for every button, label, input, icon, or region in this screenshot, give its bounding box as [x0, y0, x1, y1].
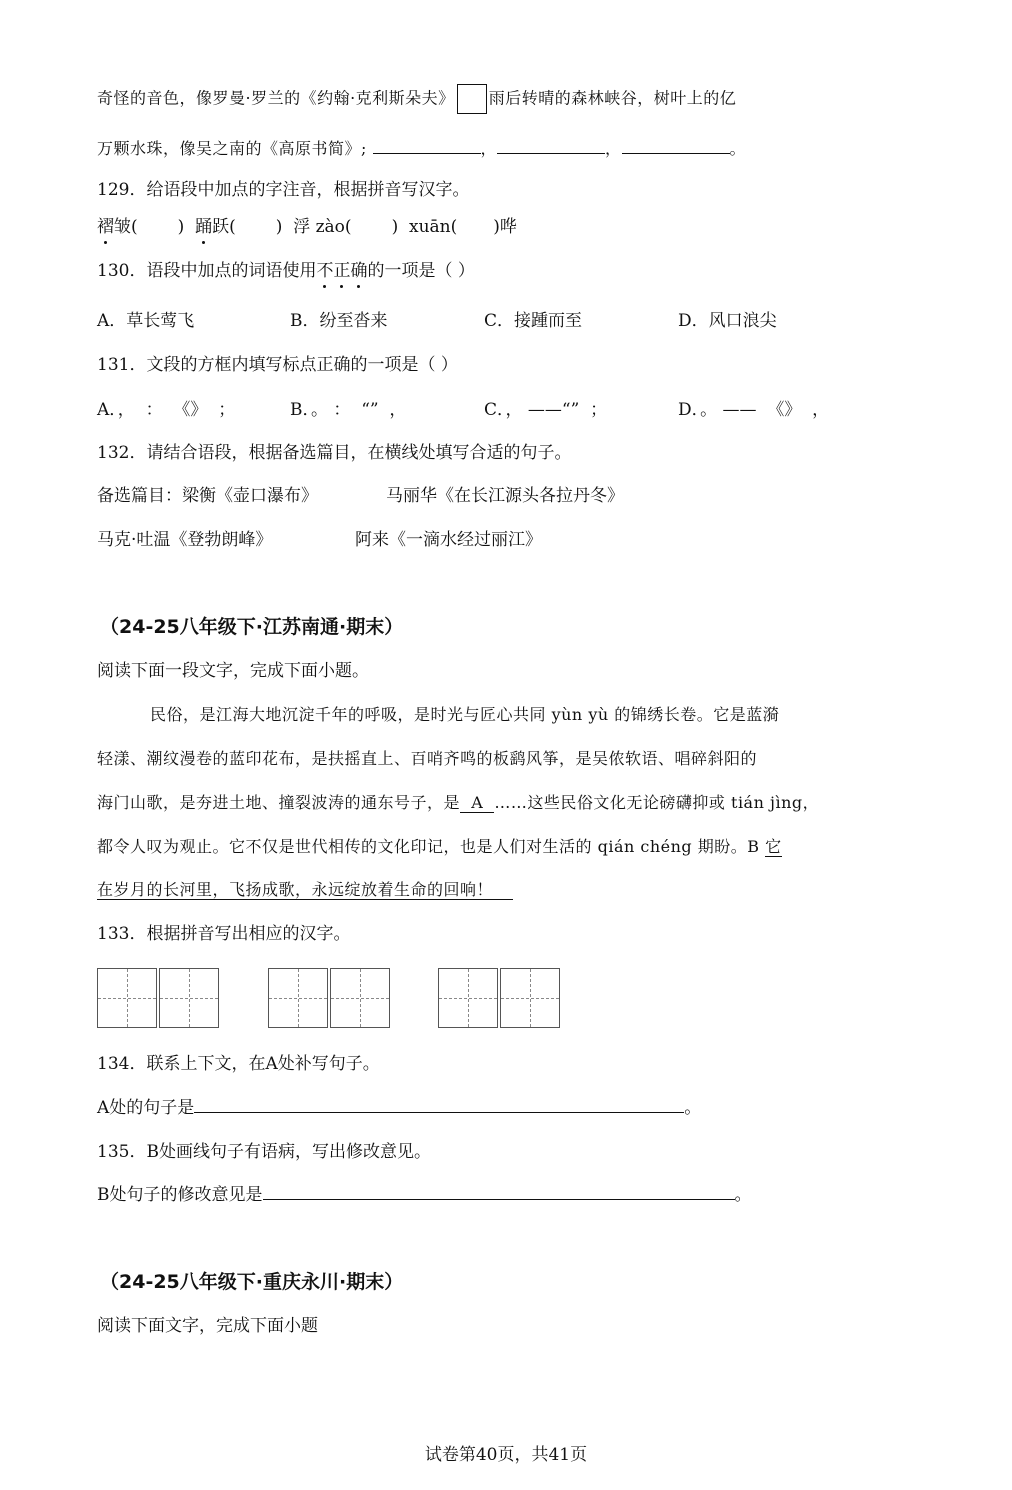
answer-label: A处的句子是 — [97, 1098, 195, 1118]
punctuation-box — [457, 84, 487, 114]
passage-line — [97, 878, 513, 902]
answer-blank[interactable] — [263, 1183, 735, 1200]
question-132-stem: 132．请结合语段，根据备选篇目，在横线处填写合适的句子。 — [97, 443, 572, 463]
reading-item: 马丽华《在长江源头各拉丹冬》 — [386, 486, 624, 506]
option-a[interactable]: A．， ： 《》 ； — [97, 400, 236, 420]
reading-list-line — [97, 484, 624, 508]
grid-cell[interactable] — [330, 968, 390, 1028]
item-text: 皱( — [114, 217, 138, 237]
reading-list-line — [97, 528, 542, 552]
option-d[interactable]: D．。 —— 《》 ， — [678, 400, 830, 420]
passage-text: 雨后转晴的森林峡谷，树叶上的亿 — [488, 88, 737, 108]
separator: ， — [480, 139, 498, 158]
section-intro: 阅读下面一段文字，完成下面小题。 — [97, 661, 369, 681]
answer-blank[interactable] — [194, 1096, 684, 1113]
question-130-stem — [97, 259, 475, 283]
passage-line — [97, 137, 746, 161]
reading-item: 马克·吐温《登勃朗峰》 — [97, 530, 273, 550]
answer-blank[interactable] — [622, 137, 730, 154]
question-134-stem: 134．联系上下文，在A处补写句子。 — [97, 1054, 380, 1074]
passage-text: ……这些民俗文化无论磅礴抑或 tián jìng， — [494, 793, 820, 812]
writing-grid — [97, 968, 221, 1028]
passage-text: 海门山歌，是夯进土地、撞裂波涛的通东号子，是 — [97, 793, 461, 812]
passage-line — [97, 84, 736, 114]
option-b[interactable]: B．纷至沓来 — [290, 311, 388, 331]
item-text: ) — [275, 217, 283, 237]
dotted-char: 正 — [333, 261, 351, 281]
mark-a: A — [460, 793, 495, 812]
option-c[interactable]: C．， ——“” ； — [484, 400, 608, 420]
separator: 。 — [734, 1185, 752, 1205]
grid-cell[interactable] — [268, 968, 328, 1028]
item-text: ) — [391, 217, 399, 237]
passage-line — [97, 835, 782, 859]
section-heading: （24-25八年级下·重庆永川·期末） — [100, 1271, 404, 1293]
passage-text: 奇怪的音色，像罗曼·罗兰的《约翰·克利斯朵夫》 — [97, 88, 455, 108]
option-d[interactable]: D．风口浪尖 — [678, 311, 777, 331]
page-footer: 试卷第40页，共41页 — [424, 1445, 588, 1465]
reading-item: 阿来《一滴水经过丽江》 — [355, 530, 542, 550]
dotted-char: 确 — [350, 261, 368, 281]
passage-text: 万颗水珠，像吴之南的《高原书简》; — [97, 139, 367, 158]
section-heading: （24-25八年级下·江苏南通·期末） — [100, 616, 404, 638]
answer-blank[interactable] — [373, 137, 481, 154]
passage-line: 民俗，是江海大地沉淀千年的呼吸，是时光与匠心共同 yùn yù 的锦绣长卷。它是蓝漪 — [150, 705, 780, 724]
question-131-stem: 131．文段的方框内填写标点正确的一项是（ ） — [97, 355, 458, 375]
reading-item: 备选篇目：梁衡《壶口瀑布》 — [97, 486, 318, 506]
writing-grid — [268, 968, 392, 1028]
underlined-sentence: 在岁月的长河里，飞扬成歌，永远绽放着生命的回响！ — [97, 880, 513, 900]
section-intro: 阅读下面文字，完成下面小题 — [97, 1316, 318, 1336]
question-134-answer — [97, 1096, 701, 1120]
separator: ， — [605, 139, 622, 158]
grid-cell[interactable] — [438, 968, 498, 1028]
answer-label: B处句子的修改意见是 — [97, 1185, 263, 1205]
grid-cell[interactable] — [500, 968, 560, 1028]
grid-cell[interactable] — [97, 968, 157, 1028]
item-text: 浮 zào( — [293, 217, 352, 237]
option-b[interactable]: B．。 ： “” ， — [290, 400, 407, 420]
separator: 。 — [684, 1098, 702, 1118]
stem-text: 的一项是（ ） — [367, 261, 475, 281]
passage-line: 轻漾、潮纹漫卷的蓝印花布，是扶摇直上、百哨齐鸣的板鹞风筝，是吴侬软语、唱碎斜阳的 — [97, 749, 758, 768]
answer-blank[interactable] — [497, 137, 605, 154]
question-133-stem: 133．根据拼音写出相应的汉字。 — [97, 924, 351, 944]
passage-line — [97, 791, 819, 815]
item-text: xuān( — [409, 217, 458, 237]
item-text: ) — [177, 217, 185, 237]
question-129-stem: 129．给语段中加点的字注音，根据拼音写汉字。 — [97, 180, 470, 200]
separator: 。 — [729, 139, 747, 158]
dotted-char: 褶 — [97, 217, 114, 237]
item-text: 跃( — [212, 217, 236, 237]
dotted-char: 踊 — [195, 217, 213, 237]
stem-text: 130．语段中加点的词语使用 — [97, 261, 317, 281]
question-135-answer — [97, 1183, 752, 1207]
question-129-items — [97, 215, 517, 239]
option-a[interactable]: A．草长莺飞 — [97, 311, 195, 331]
passage-text: 都令人叹为观止。它不仅是世代相传的文化印记，也是人们对生活的 qián chéng 期盼。B — [97, 837, 766, 856]
dotted-char: 不 — [316, 261, 334, 281]
question-135-stem: 135．B处画线句子有语病，写出修改意见。 — [97, 1142, 431, 1162]
underlined-text: 它 — [765, 837, 782, 856]
grid-cell[interactable] — [159, 968, 219, 1028]
writing-grid — [438, 968, 562, 1028]
item-text: )哗 — [493, 217, 517, 237]
option-c[interactable]: C．接踵而至 — [484, 311, 583, 331]
